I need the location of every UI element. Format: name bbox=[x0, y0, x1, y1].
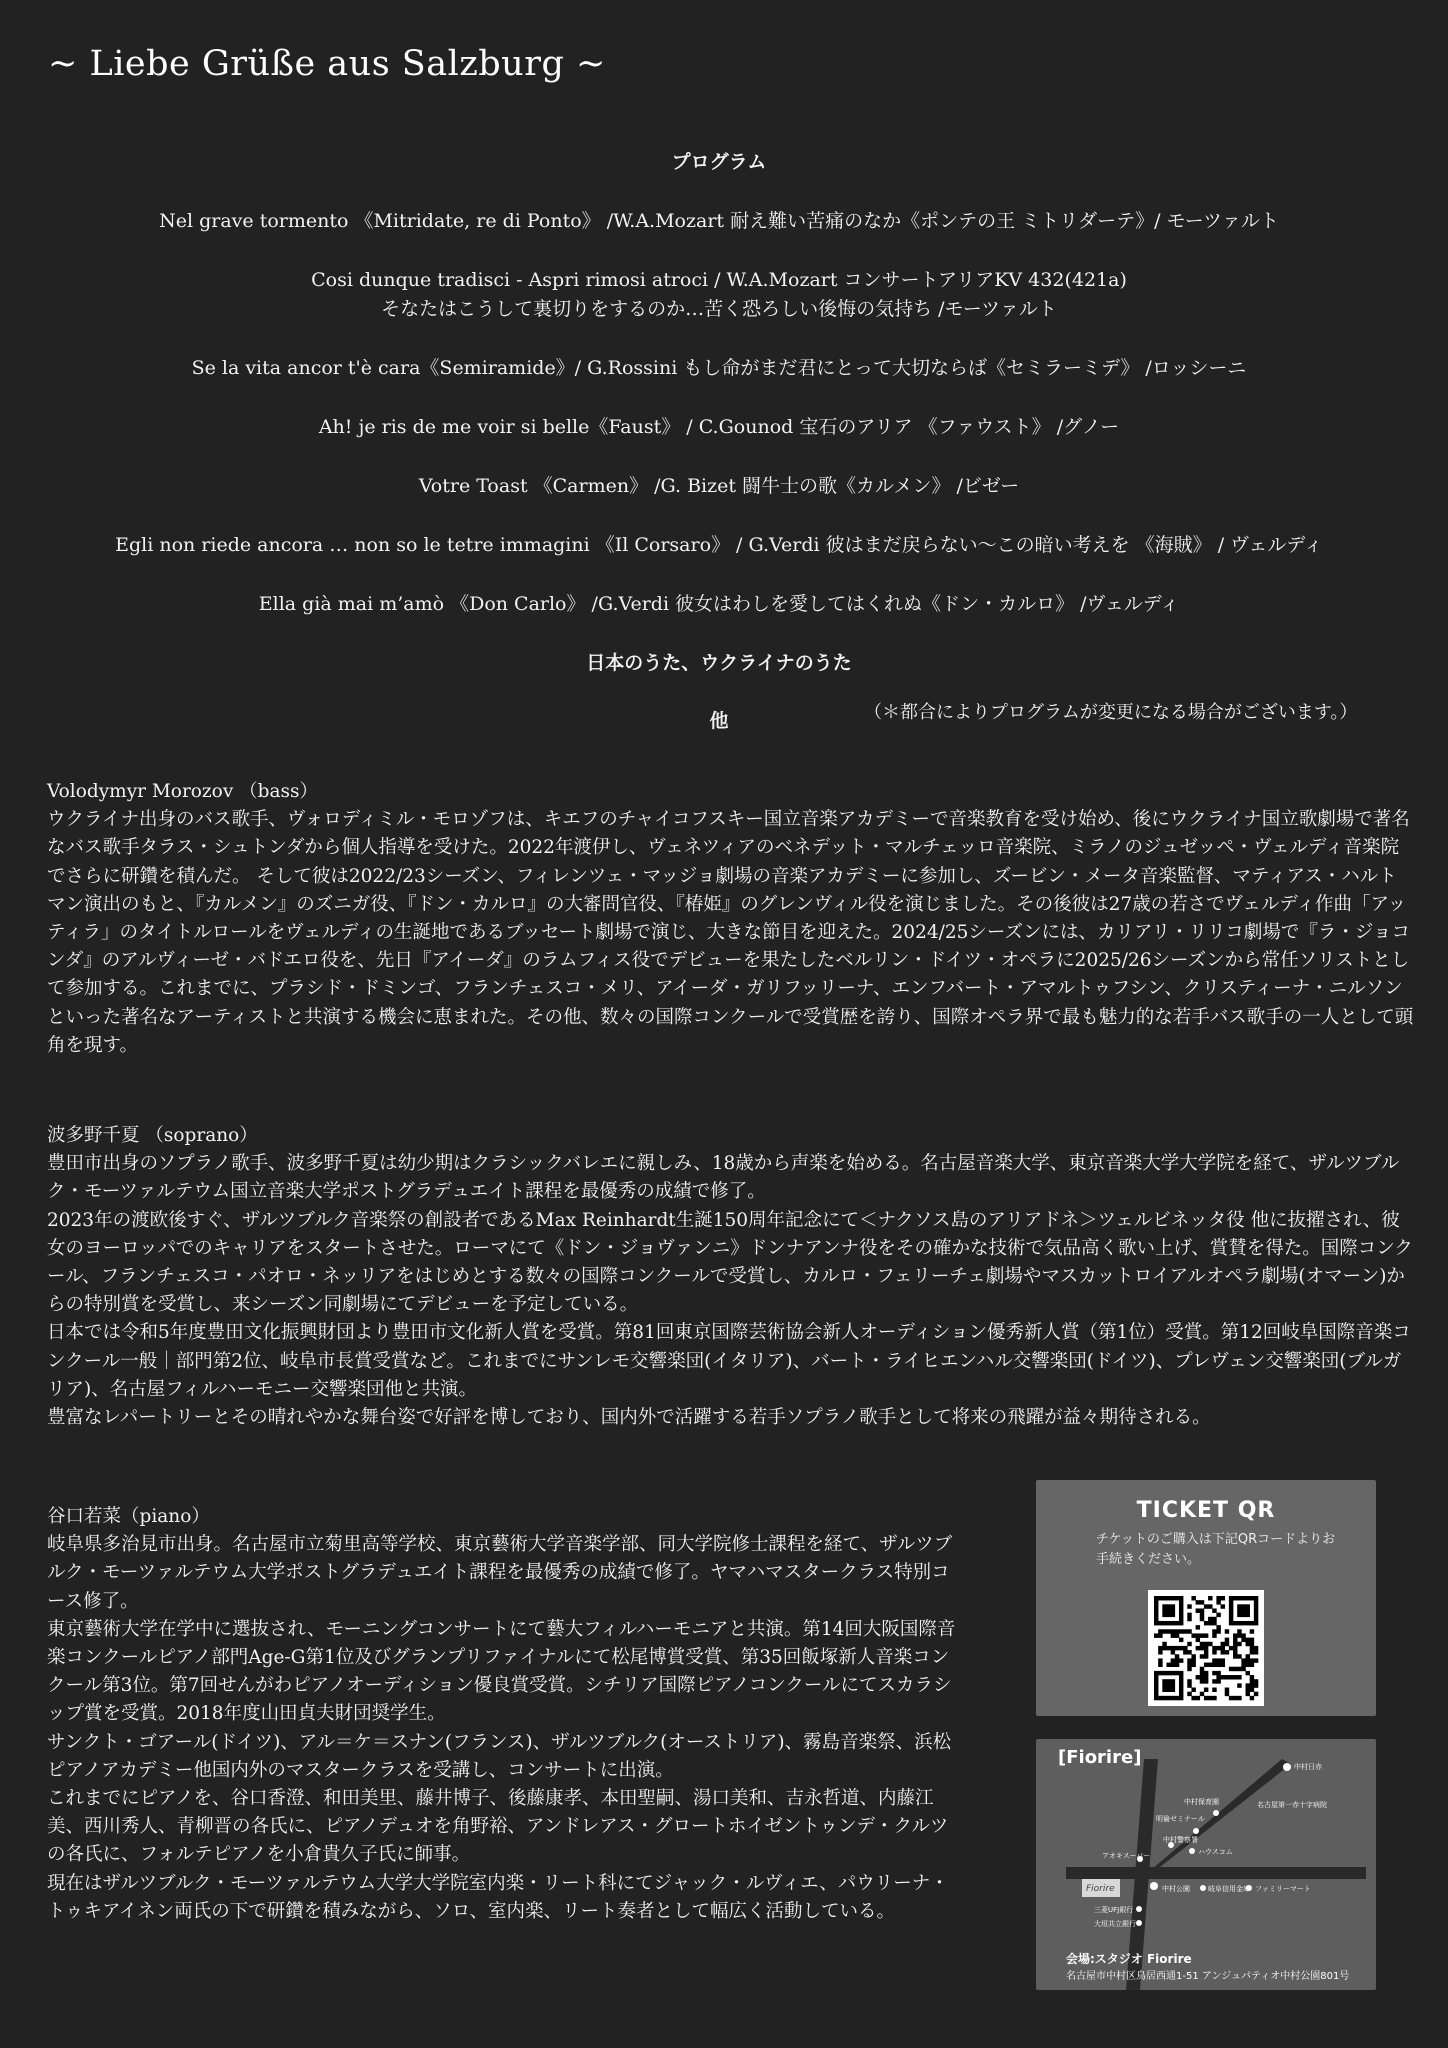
map-label: 三菱UFJ銀行 bbox=[1094, 1906, 1134, 1914]
map-label: 大垣共立銀行 bbox=[1094, 1920, 1136, 1928]
ticket-title: TICKET QR bbox=[1136, 1498, 1276, 1523]
map-venue-name: 会場:スタジオ Fiorire bbox=[1066, 1952, 1192, 1966]
bio-paragraph: 2023年の渡欧後すぐ、ザルツブルク音楽祭の創設者であるMax Reinhardt生誕150周年記念にて＜ナクソス島のアリアドネ＞ツェルビネッタ役 他に抜擢され、彼女のヨーロッパでのキャリアをスタートさせた。ローマにて《ドン・ジョヴァンニ》ドンナアンナ役をその確かな技術で気品高く歌い上げ、賞賛を得た。国際コンクール、フランチェスコ・パオロ・ネッリアをはじめとする数々の国際コンクールで受賞し、カルロ・フェリーチェ劇場やマスカットロイアルオペラ劇場(オマーン)からの特別賞を受賞し、来シーズン同劇場にてデビューを予定している。 bbox=[47, 1209, 1413, 1316]
map-venue-address: 名古屋市中村区鳥居西通1-51 アンジュパティオ中村公園801号 bbox=[1066, 1971, 1350, 1982]
program-item: Se la vita ancor t'è cara《Semiramide》/ G.Rossini もし命がまだ君にとって大切ならば《セミラーミデ》 /ロッシーニ bbox=[191, 357, 1247, 379]
program-section bbox=[40, 148, 1398, 736]
bio-paragraph: 豊田市出身のソプラノ歌手、波多野千夏は幼少期はクラシックバレエに親しみ、18歳から声楽を始める。名古屋音楽大学、東京音楽大学大学院を経て、ザルツブルク・モーツァルテウム国立音楽大学ポストグラデュエイト課程を最優秀の成績で修了。 bbox=[47, 1153, 1400, 1203]
map-label: 岐阜信用金庫 bbox=[1208, 1885, 1250, 1893]
bio-paragraph: サンクト・ゴアール(ドイツ)、アル＝ケ＝スナン(フランス)、ザルツブルク(オーストリア)、霧島音楽祭、浜松ピアノアカデミー他国内外のマスタークラスを受講し、コンサートに出演。 bbox=[47, 1731, 952, 1781]
map-label: 中村公園 bbox=[1162, 1885, 1190, 1893]
map-label: 明倫ゼミナール bbox=[1156, 1815, 1205, 1823]
map-label: アオキスーパー bbox=[1102, 1852, 1151, 1860]
map-label: ハウスコム bbox=[1198, 1848, 1233, 1856]
program-item: Egli non riede ancora … non so le tetre immagini 《Il Corsaro》 / G.Verdi 彼はまだ戻らない〜この暗い考えを 《海賊》 / ヴェルディ bbox=[115, 534, 1323, 556]
program-item: Votre Toast 《Carmen》 /G. Bizet 闘牛士の歌《カルメン》 /ビゼー bbox=[418, 475, 1020, 497]
program-heading: プログラム bbox=[671, 151, 767, 173]
bio-paragraph: 岐阜県多治見市出身。名古屋市立菊里高等学校、東京藝術大学音楽学部、同大学院修士課程を経て、ザルツブルク・モーツァルテウム大学ポストグラデュエイト課程を最優秀の成績で修了。ヤマハマスタークラス特別コース修了。 bbox=[47, 1534, 953, 1612]
map-venue-logo: Fiorire bbox=[1086, 1884, 1115, 1894]
program-item: Nel grave tormento 《Mitridate, re di Ponto》 /W.A.Mozart 耐え難い苦痛のなか《ポンテの王 ミトリダーテ》/ モーツァルト bbox=[159, 210, 1279, 232]
bio-piano bbox=[47, 1503, 965, 1926]
bio-name: 谷口若菜（piano） bbox=[47, 1506, 210, 1527]
map-label: 中村警察署 bbox=[1163, 1836, 1198, 1844]
qr-code-icon[interactable] bbox=[1148, 1590, 1264, 1706]
bio-paragraph: 現在はザルツブルク・モーツァルテウム大学大学院室内楽・リート科にてジャック・ルヴィエ、パウリーナ・トゥキアイネン両氏の下で研鑽を積みながら、ソロ、室内楽、リート奏者として幅広く活動している。 bbox=[47, 1872, 949, 1922]
bio-paragraph: 豊富なレパートリーとその晴れやかな舞台姿で好評を博しており、国内外で活躍する若手ソプラノ歌手として将来の飛躍が益々期待される。 bbox=[47, 1407, 1211, 1429]
program-item: Cosi dunque tradisci - Aspri rimosi atroci / W.A.Mozart コンサートアリアKV 432(421a) そなたはこうして裏切りをするのか…苦く恐ろしい後悔の気持ち /モーツァルト bbox=[311, 269, 1127, 320]
map-label: ファミリーマート bbox=[1255, 1885, 1311, 1893]
program-other: 他 bbox=[709, 710, 729, 732]
page-title: ~ Liebe Grüße aus Salzburg ~ bbox=[48, 44, 606, 84]
bio-paragraph: 日本では令和5年度豊田文化振興財団より豊田市文化新人賞を受賞。第81回東京国際芸術協会新人オーディション優秀新人賞（第1位）受賞。第12回岐阜国際音楽コンクール一般｜部門第2位、岐阜市長賞受賞など。これまでにサンレモ交響楽団(イタリア)、バート・ライヒエンハル交響楽団(ドイツ)、プレヴェン交響楽団(ブルガリア)、名古屋フィルハーモニー交響楽団他と共演。 bbox=[47, 1322, 1411, 1400]
venue-map bbox=[1036, 1739, 1376, 1990]
map-brand: [Fiorire] bbox=[1058, 1747, 1142, 1768]
program-item: Ah! je ris de me voir si belle《Faust》 / C.Gounod 宝石のアリア 《ファウスト》 /グノー bbox=[318, 416, 1120, 438]
map-label: 中村日赤 bbox=[1294, 1763, 1322, 1771]
ticket-panel bbox=[1036, 1480, 1376, 1716]
program-japan-songs: 日本のうた、ウクライナのうた bbox=[586, 652, 852, 674]
bio-name: Volodymyr Morozov （bass） bbox=[47, 781, 319, 802]
bio-bass bbox=[47, 778, 1415, 1060]
bio-name: 波多野千夏 （soprano） bbox=[47, 1125, 258, 1146]
ticket-description: チケットのご購入は下記QRコードよりお手続きください。 bbox=[1096, 1532, 1336, 1567]
bio-paragraph: これまでにピアノを、谷口香澄、和田美里、藤井博子、後藤康孝、本田聖嗣、湯口美和、吉永哲道、内藤江美、西川秀人、青柳晋の各氏に、ピアノデュオを角野裕、アンドレアス・グロートホイゼントゥンデ・クルツの各氏に、フォルテピアノを小倉貴久子氏に師事。 bbox=[47, 1788, 949, 1866]
program-item: Ella già mai m’amò 《Don Carlo》 /G.Verdi 彼女はわしを愛してはくれぬ《ドン・カルロ》 /ヴェルディ bbox=[258, 593, 1180, 615]
map-label: 名古屋第一赤十字病院 bbox=[1257, 1801, 1327, 1809]
bio-soprano bbox=[47, 1122, 1415, 1432]
bio-paragraph: 東京藝術大学在学中に選抜され、モーニングコンサートにて藝大フィルハーモニアと共演。第14回大阪国際音楽コンクールピアノ部門Age-G第1位及びグランプリファイナルにて松尾博賞受賞、第35回飯塚新人音楽コンクール第3位。第7回せんがわピアノオーディション優良賞受賞。シチリア国際ピアノコンクールにてスカラシップ賞を受賞。2018年度山田貞夫財団奨学生。 bbox=[47, 1618, 956, 1725]
bio-paragraph: ウクライナ出身のバス歌手、ヴォロディミル・モロゾフは、キエフのチャイコフスキー国立音楽アカデミーで音楽教育を受け始め、後にウクライナ国立歌劇場で著名なバス歌手タラス・シュトンダから個人指導を受けた。2022年渡伊し、ヴェネツィアのベネデット・マルチェッロ音楽院、ミラノのジュゼッペ・ヴェルディ音楽院でさらに研鑽を積んだ。 そして彼は2022/23シーズン、フィレンツェ・マッジョ劇場の音楽アカデミーに参加し、ズービン・メータ音楽監督、マティアス・ハルトマン演出のもと、『カルメン』のズニガ役、『ドン・カルロ』の大審問官役、『椿姫』のグレンヴィル役を演じました。その後彼は27歳の若さでヴェルディ作曲「アッティラ」のタイトルロールをヴェルディの生誕地であるブッセート劇場で演じ、大きな節目を迎えた。2024/25シーズンには、カリアリ・リリコ劇場で『ラ・ジョコンダ』のアルヴィーゼ・バドエロ役を、先日『アイーダ』のラムフィス役でデビューを果たしたベルリン・ドイツ・オペラに2025/26シーズンから常任ソリストとして参加する。これまでに、プラシド・ドミンゴ、フランチェスコ・メリ、アイーダ・ガリフッリーナ、エンフバート・アマルトゥフシン、クリスティーナ・ニルソンといった著名なアーティストと共演する機会に恵まれた。その他、数々の国際コンクールで受賞歴を誇り、国際オペラ界で最も魅力的な若手バス歌手の一人として頭角を現す。 bbox=[47, 809, 1414, 1056]
program-change-note: （＊都合によりプログラムが変更になる場合がございます。） bbox=[864, 702, 1358, 723]
map-label: 中村保育園 bbox=[1184, 1798, 1219, 1806]
